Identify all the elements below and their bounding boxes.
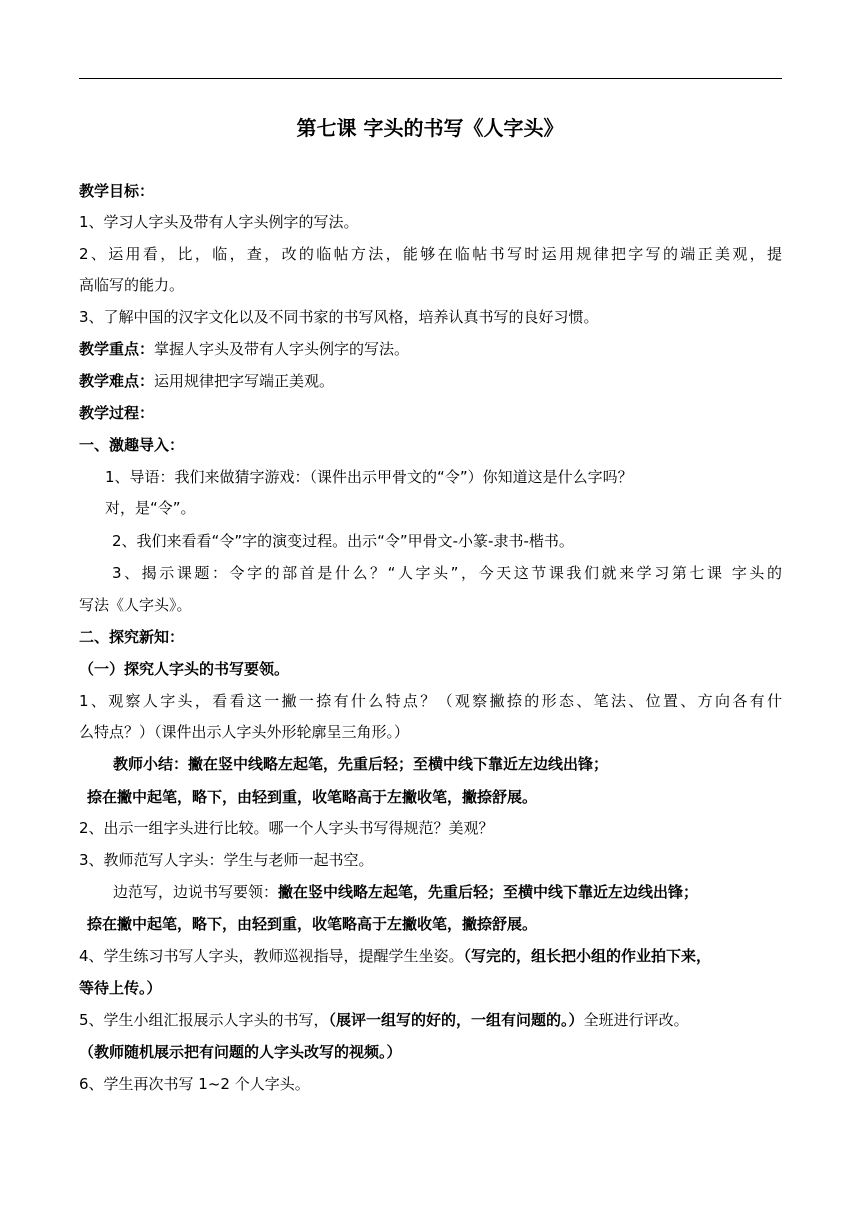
explore-step-4-cont: 等待上传。） [79, 979, 162, 997]
step-5-note: （展评一组写的好的，一组有问题的。） [328, 1011, 584, 1029]
section-heading-objectives: 教学目标： [79, 182, 155, 200]
intro-step-3: 3、揭示课题：令字的部首是什么？“人字头”，今天这节课我们就来学习第七课 字头的 [112, 564, 782, 582]
step-4-note: （写完的，组长把小组的作业拍下来， [463, 947, 712, 965]
key-point-line [79, 339, 782, 359]
teacher-summary-1: 教师小结：撇在竖中线略左起笔，先重后轻；至横中线下靠近左边线出锋； [113, 755, 609, 773]
demo-intro-text: 边范写，边说书写要领： [113, 883, 279, 901]
step-5-text: 5、学生小组汇报展示人字头的书写， [79, 1011, 329, 1029]
key-point-text: 掌握人字头及带有人字头例字的写法。 [154, 340, 410, 358]
teacher-summary-2: 捺在撇中起笔，略下，由轻到重，收笔略高于左撇收笔，撇捺舒展。 [87, 788, 538, 806]
explore-step-5 [79, 1010, 782, 1030]
section-heading-intro: 一、激趣导入： [79, 436, 185, 454]
intro-step-2: 2、我们来看看“令”字的演变过程。出示“令”甲骨文-小篆-隶书-楷书。 [112, 532, 574, 550]
difficulty-label: 教学难点： [79, 372, 155, 390]
objective-2-cont: 高临写的能力。 [79, 276, 185, 294]
key-point-label: 教学重点： [79, 340, 155, 358]
section-heading-explore: 二、探究新知： [79, 628, 185, 646]
step-4-text: 4、学生练习书写人字头，教师巡视指导，提醒学生坐姿。 [79, 947, 464, 965]
intro-step-1: 1、导语：我们来做猜字游戏：（课件出示甲骨文的“令”）你知道这是什么字吗？ [105, 468, 633, 486]
explore-step-6: 6、学生再次书写 1~2 个人字头。 [79, 1075, 310, 1093]
intro-step-1-answer: 对，是“令”。 [105, 499, 196, 517]
subsection-heading-1: （一）探究人字头的书写要领。 [79, 660, 290, 678]
page-title: 第七课 字头的书写《人字头》 [296, 116, 564, 140]
difficulty-text: 运用规律把字写端正美观。 [154, 372, 335, 390]
header-rule [79, 78, 782, 79]
step-5-tail: 全班进行评改。 [583, 1011, 689, 1029]
explore-step-3: 3、教师范写人字头：学生与老师一起书空。 [79, 851, 374, 869]
objective-3: 3、了解中国的汉字文化以及不同书家的书写风格，培养认真书写的良好习惯。 [79, 308, 599, 326]
objective-2: 2、运用看，比，临，查，改的临帖方法，能够在临帖书写时运用规律把字写的端正美观，提 [79, 245, 782, 263]
intro-step-3-cont: 写法《人字头》。 [79, 596, 192, 614]
explore-step-2: 2、出示一组字头进行比较。哪一个人字头书写得规范？美观？ [79, 819, 494, 837]
explore-step-5-cont: （教师随机展示把有问题的人字头改写的视频。） [79, 1043, 402, 1061]
demo-keypoints-2: 捺在撇中起笔，略下，由轻到重，收笔略高于左撇收笔，撇捺舒展。 [87, 915, 538, 933]
section-heading-process: 教学过程： [79, 404, 155, 422]
difficulty-line [79, 371, 782, 391]
demo-keypoints-1: 撇在竖中线略左起笔，先重后轻；至横中线下靠近左边线出锋； [278, 883, 699, 901]
explore-step-4 [79, 946, 782, 966]
demo-line-1 [113, 882, 816, 902]
explore-step-1: 1、观察人字头，看看这一撇一捺有什么特点？（观察撇捺的形态、笔法、位置、方向各有什 [79, 692, 782, 710]
objective-1: 1、学习人字头及带有人字头例字的写法。 [79, 213, 359, 231]
explore-step-1-cont: 么特点？）（课件出示人字头外形轮廓呈三角形。） [79, 723, 410, 741]
